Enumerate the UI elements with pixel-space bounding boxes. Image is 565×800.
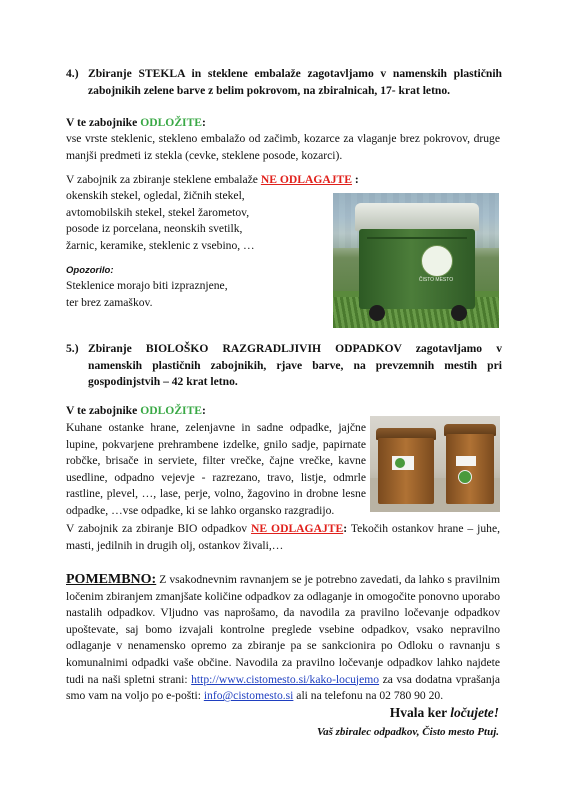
important-text-2: za vsa dodatna vprašanja smo vam na voljo po e-pošti: <box>66 672 500 703</box>
signature: Vaš zbiralec odpadkov, Čisto mesto Ptuj. <box>316 726 499 738</box>
deposit-word: ODLOŽITE <box>140 116 203 129</box>
section5-deposit-list <box>66 420 366 520</box>
email-link[interactable]: info@cistomesto.si <box>203 689 294 703</box>
deposit-line: robčke, brisače in serviete, filter vrečke, čajne vrečke, kavne <box>66 454 366 468</box>
deposit-suffix: : <box>202 116 206 129</box>
section5-dont <box>66 521 500 554</box>
bin-sticker <box>456 456 476 466</box>
warning-text <box>66 278 228 311</box>
dont-word: NE ODLAGAJTE <box>251 522 344 535</box>
dont-item: avtomobilskih stekel, stekel žarometov, <box>66 205 250 219</box>
deposit-prefix: V te zabojnike <box>66 116 141 129</box>
warning-line: ter brez zamaškov. <box>66 295 153 309</box>
dont-suffix: : <box>352 173 359 186</box>
deposit-suffix: : <box>202 404 206 417</box>
deposit-line: rastline, plevel, …, lase, perje, volno, žagovino in drobne lesne <box>66 487 366 501</box>
dont-prefix: V zabojnik za zbiranje steklene embalaže <box>66 173 261 186</box>
dont-suffix: : <box>343 522 348 535</box>
dont-item: žarnic, keramike, steklenic z vsebino, … <box>66 238 255 252</box>
bin-lid <box>355 203 479 231</box>
bin-logo-text: ČISTO MESTO <box>418 277 454 283</box>
deposit-line: Kuhane ostanke hrane, zelenjavne in sadne odpadke, jajčne <box>66 421 366 434</box>
dont-prefix: V zabojnik za zbiranje BIO odpadkov <box>66 522 252 535</box>
deposit-line: lupine, pokvarjene prehrambene izdelke, gnilo sadje, papirnate <box>66 437 366 451</box>
section4-heading <box>66 66 502 99</box>
section5-deposit-title <box>66 403 206 420</box>
glass-bin-photo <box>333 193 499 328</box>
deposit-prefix: V te zabojnike <box>66 404 141 417</box>
important-text: Z vsakodnevnim ravnanjem se je potrebno zavedati, da lahko s pravilnim ločenim zbiranjem zmanjšate količine odpadkov za odlaganje in omogočite ponovno uporabo nastalih odpadkov. Vljudno vas naprošamo, da navodila za pravilno ločevanje odpadkov upoštevate, saj bomo izvajali kontrolne preglede vsebine odpadkov, vsako nepravilno odlaganje v nenamensko opremo za zbiranje pa se sankcionira po Odloku o ravnanju s komunalnimi odpadki vaše občine. Navodila za pravilno ločevanje odpadkov lahko najdete tudi na naši spletni strani: <box>66 573 500 686</box>
thanks-italic: ločujete! <box>450 705 499 720</box>
wheel-icon <box>451 305 467 321</box>
section4-heading-text: Zbiranje STEKLA in steklene embalaže zagotavljamo v namenskih plastičnih zabojnikih zelene barve z belim pokrovom, na zbiralnicah, 17- krat letno. <box>88 67 502 97</box>
bin-body <box>446 434 494 504</box>
important-paragraph <box>66 572 500 705</box>
bin-logo-icon <box>395 458 405 468</box>
dont-item: okenskih stekel, ogledal, žičnih stekel, <box>66 189 245 202</box>
wheel-icon <box>369 305 385 321</box>
thanks-plain: Hvala ker <box>389 705 451 720</box>
section4-dont-title <box>66 172 359 189</box>
dont-item: posode iz porcelana, neonskih svetilk, <box>66 222 243 236</box>
deposit-line: odpadke, …vse odpadke, ki se lahko organsko razgradijo. <box>66 503 335 517</box>
deposit-line: usedline, odpadno vejevje - razrezano, travo, listje, odmrle <box>66 470 366 484</box>
warning-line: Steklenice morajo biti izpraznjene, <box>66 279 228 292</box>
bin-logo-icon <box>458 470 472 484</box>
dont-rest: Tekočih ostankov hrane – juhe, masti, jedilnih in drugih olj, ostankov živali,… <box>66 522 500 552</box>
thanks-line <box>390 705 499 721</box>
section5-heading <box>66 341 502 391</box>
deposit-word: ODLOŽITE <box>140 404 203 417</box>
bin-body <box>378 438 434 504</box>
website-link[interactable]: http://www.cistomesto.si/kako-locujemo <box>191 672 380 686</box>
section5-number: 5.) <box>66 342 79 355</box>
important-text-3: ali na telefonu na 02 780 90 20. <box>293 689 444 703</box>
dont-word: NE ODLAGAJTE <box>260 173 353 186</box>
section4-deposit-text: vse vrste steklenic, stekleno embalažo od začimb, kozarce za vlaganje brez pokrovov, druge manjši predmeti iz stekla (cevke, steklene posode, kozarci). <box>66 132 500 162</box>
section4-number: 4.) <box>66 67 79 80</box>
section4-deposit-title <box>66 115 206 132</box>
section4-dont-list <box>66 188 326 254</box>
bin-body <box>359 229 475 309</box>
section5-heading-text: Zbiranje BIOLOŠKO RAZGRADLJIVIH ODPADKOV zagotavljamo v namenskih plastičnih zabojnikih, rjave barve, na prevzemnih mestih pri gospodinjstvih – 42 krat letno. <box>88 342 502 389</box>
important-label: POMEMBNO: <box>66 572 157 587</box>
bin-logo-icon <box>421 245 453 277</box>
warning-label: Opozorilo: <box>66 265 114 276</box>
bio-bins-photo <box>370 416 500 512</box>
